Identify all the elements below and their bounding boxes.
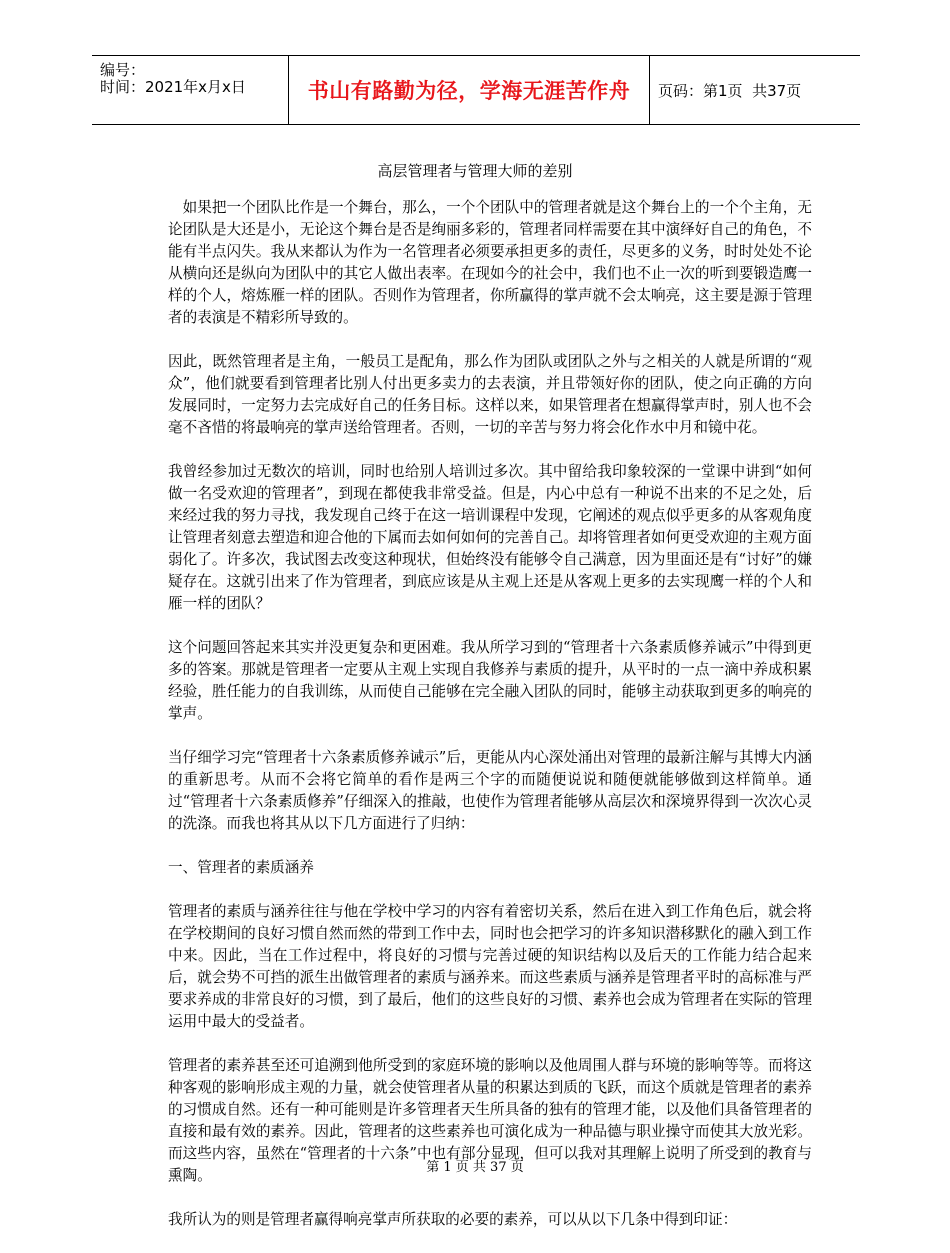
body-paragraph: 如果把一个团队比作是一个舞台，那么，一个个团队中的管理者就是这个舞台上的一个个主角，无论团队是大还是小，无论这个舞台是否是绚丽多彩的，管理者同样需要在其中演绎好自己的角色，不能有半点闪失。我从来都认为作为一名管理者必须要承担更多的责任，尽更多的义务，时时处处不论从横向还是纵向为团队中的其它人做出表率。在现如今的社会中，我们也不止一次的听到要锻造鹰一样的个人，熔炼雁一样的团队。否则作为管理者，你所赢得的掌声就不会太响亮，这主要是源于管理者的表演是不精彩所导致的。 [168, 199, 812, 326]
body-paragraph: 管理者的素养甚至还可追溯到他所受到的家庭环境的影响以及他周围人群与环境的影响等等。而将这种客观的影响形成主观的力量，就会使管理者从量的积累达到质的飞跃，而这个质就是管理者的素养的习惯成自然。还有一种可能则是许多管理者天生所具备的独有的管理才能，以及他们具备管理者的直接和最有效的素养。因此，管理者的这些素养也可演化成为一种品德与职业操守而使其大放光彩。而这些内容，虽然在“管理者的十六条”中也有部分显现，但可以我对其理解上说明了所受到的教育与熏陶。 [168, 1057, 812, 1184]
header-motto-cell [288, 56, 650, 124]
document-time-label: 时间：2021年x月x日 [100, 78, 246, 96]
body-paragraph: 这个问题回答起来其实并没更复杂和更困难。我从所学习到的“管理者十六条素质修养诫示”中得到更多的答案。那就是管理者一定要从主观上实现自我修养与素质的提升，从平时的一点一滴中养成积累经验，胜任能力的自我训练，从而使自己能够在完全融入团队的同时，能够主动获取到更多的响亮的掌声。 [168, 639, 812, 722]
page-header [92, 55, 860, 125]
body-paragraph: 因此，既然管理者是主角，一般员工是配角，那么作为团队或团队之外与之相关的人就是所谓的“观众”，他们就要看到管理者比别人付出更多卖力的去表演，并且带领好你的团队，使之向正确的方向发展同时，一定努力去完成好自己的任务目标。这样以来，如果管理者在想赢得掌声时，别人也不会毫不吝惜的将最响亮的掌声送给管理者。否则，一切的辛苦与努力将会化作水中月和镜中花。 [168, 353, 812, 436]
section-heading: 一、管理者的素质涵养 [168, 859, 314, 876]
header-motto: 书山有路勤为径，学海无涯苦作舟 [307, 79, 631, 103]
document-body [168, 197, 812, 1253]
body-paragraph: 当仔细学习完“管理者十六条素质修养诫示”后，更能从内心深处涌出对管理的最新注解与其博大内涵的重新思考。从而不会将它简单的看作是两三个字的而随便说说和随便就能够做到这样简单。通过“管理者十六条素质修养”仔细深入的推敲，也使作为管理者能够从高层次和深境界得到一次次心灵的洗涤。而我也将其从以下几方面进行了归纳： [168, 749, 812, 832]
body-paragraph: 管理者的素质与涵养往往与他在学校中学习的内容有着密切关系，然后在进入到工作角色后，就会将在学校期间的良好习惯自然而然的带到工作中去，同时也会把学习的许多知识潜移默化的融入到工作中来。因此，当在工作过程中，将良好的习惯与完善过硬的知识结构以及后天的工作能力结合起来后，就会势不可挡的派生出做管理者的素质与涵养来。而这些素质与涵养是管理者平时的高标准与严要求养成的非常良好的习惯，到了最后，他们的这些良好的习惯、素养也会成为管理者在实际的管理运用中最大的受益者。 [168, 903, 812, 1030]
header-meta [92, 56, 288, 124]
body-paragraph: 我曾经参加过无数次的培训，同时也给别人培训过多次。其中留给我印象较深的一堂课中讲到“如何做一名受欢迎的管理者”，到现在都使我非常受益。但是，内心中总有一种说不出来的不足之处，后来经过我的努力寻找，我发现自己终于在这一培训课程中发现，它阐述的观点似乎更多的从客观角度让管理者刻意去塑造和迎合他的下属而去如何如何的完善自己。却将管理者如何更受欢迎的主观方面弱化了。许多次，我试图去改变这种现状，但始终没有能够令自己满意，因为里面还是有“讨好”的嫌疑存在。这就引出来了作为管理者，到底应该是从主观上还是从客观上更多的去实现鹰一样的个人和雁一样的团队？ [168, 463, 812, 612]
document-number-label: 编号： [100, 61, 146, 79]
document-title: 高层管理者与管理大师的差别 [377, 162, 573, 180]
header-page-info: 页码：第1页 共37页 [658, 81, 802, 100]
page-footer: 第 1 页 共 37 页 [426, 1160, 524, 1175]
body-paragraph: 我所认为的则是管理者赢得响亮掌声所获取的必要的素养，可以从以下几条中得到印证： [168, 1211, 738, 1228]
